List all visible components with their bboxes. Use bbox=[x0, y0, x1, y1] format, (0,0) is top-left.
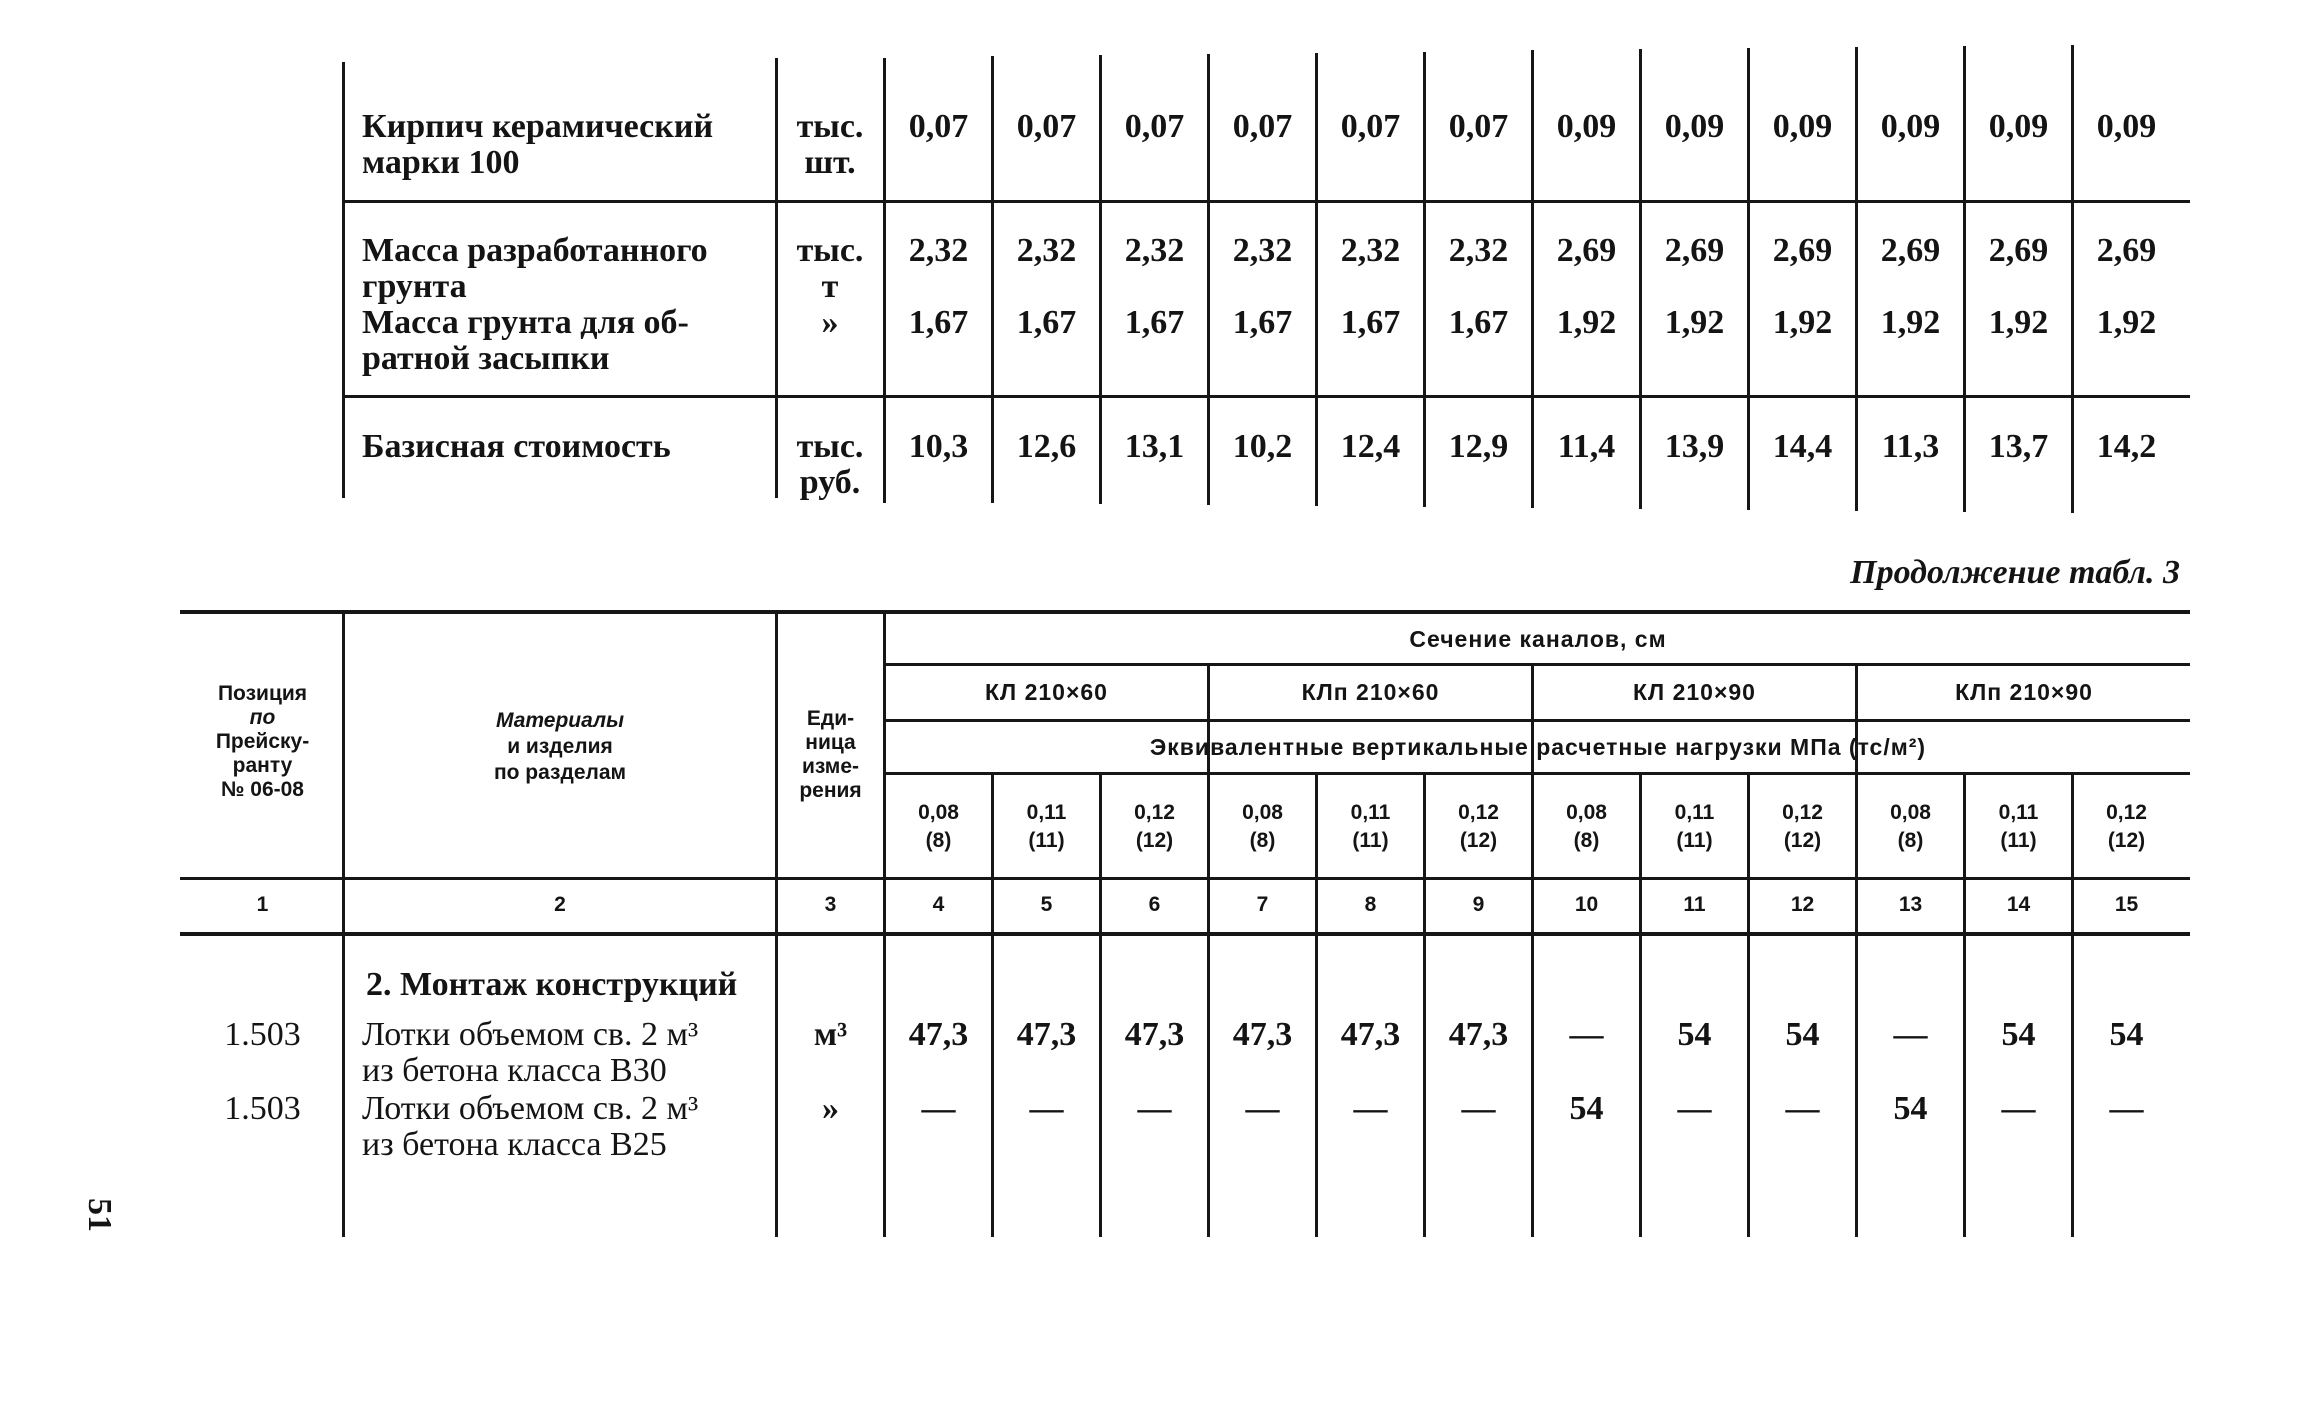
value-cell: 13,1 bbox=[1124, 428, 1185, 465]
unit-header: рения bbox=[799, 779, 862, 802]
value-cell: 1,92 bbox=[1556, 304, 1617, 341]
value-cell: 14,4 bbox=[1772, 428, 1833, 465]
value-cell: 10,2 bbox=[1232, 428, 1293, 465]
value-cell: 1,67 bbox=[1448, 304, 1509, 341]
value-cell: 2,69 bbox=[1880, 232, 1941, 269]
value-cell: 2,32 bbox=[1340, 232, 1401, 269]
value-cell: 10,3 bbox=[908, 428, 969, 465]
lower-vline bbox=[342, 612, 345, 1237]
value-cell: 12,9 bbox=[1448, 428, 1509, 465]
value-cell: — bbox=[1461, 1090, 1496, 1127]
row-label: Масса грунта для об- bbox=[362, 304, 689, 341]
load-value: 0,12 bbox=[2106, 801, 2147, 824]
value-cell: 1,67 bbox=[1016, 304, 1077, 341]
load-value: 0,08 bbox=[1242, 801, 1283, 824]
section-group: КЛ 210×60 bbox=[985, 679, 1108, 705]
value-cell: 1,92 bbox=[1664, 304, 1725, 341]
load-value-tcm: (8) bbox=[925, 829, 952, 852]
continuation-caption: Продолжение табл. 3 bbox=[1850, 554, 2180, 591]
unit-header: Еди- bbox=[806, 707, 855, 730]
value-cell: 54 bbox=[1785, 1016, 1820, 1053]
value-cell: — bbox=[1677, 1090, 1712, 1127]
value-cell: 1,92 bbox=[1988, 304, 2049, 341]
value-cell: 11,4 bbox=[1557, 428, 1616, 465]
column-number: 8 bbox=[1364, 893, 1377, 916]
load-value: 0,11 bbox=[1998, 801, 2039, 824]
load-value: 0,08 bbox=[1890, 801, 1931, 824]
value-cell: 2,32 bbox=[908, 232, 969, 269]
unit-label: тыс. bbox=[796, 428, 864, 465]
load-value: 0,12 bbox=[1134, 801, 1175, 824]
value-cell: 1,67 bbox=[1340, 304, 1401, 341]
value-cell: — bbox=[1137, 1090, 1172, 1127]
column-number: 5 bbox=[1040, 893, 1053, 916]
page-number: 51 bbox=[81, 1198, 118, 1232]
load-value-tcm: (12) bbox=[1459, 829, 1498, 852]
value-cell: 1,92 bbox=[1772, 304, 1833, 341]
position-code: 1.503 bbox=[224, 1016, 301, 1053]
value-cell: — bbox=[1353, 1090, 1388, 1127]
position-header: Позиция bbox=[217, 682, 308, 705]
load-value-tcm: (11) bbox=[1028, 829, 1065, 852]
row-label: из бетона класса В30 bbox=[362, 1052, 667, 1089]
section-title: Сечение каналов, см bbox=[1409, 626, 1667, 652]
value-cell: — bbox=[1029, 1090, 1064, 1127]
value-cell: — bbox=[1785, 1090, 1820, 1127]
value-cell: 54 bbox=[2001, 1016, 2036, 1053]
column-number: 10 bbox=[1574, 893, 1599, 916]
column-number: 1 bbox=[256, 893, 269, 916]
value-cell: 1,92 bbox=[1880, 304, 1941, 341]
value-cell: 0,07 bbox=[908, 108, 969, 145]
unit-label: » bbox=[822, 1090, 839, 1127]
header-bottom-rule bbox=[180, 877, 2190, 880]
value-cell: 0,07 bbox=[1232, 108, 1293, 145]
row-label: грунта bbox=[362, 268, 467, 305]
value-cell: 2,69 bbox=[2096, 232, 2157, 269]
column-number: 13 bbox=[1898, 893, 1923, 916]
load-title-rule bbox=[885, 772, 2190, 775]
row-label: ратной засыпки bbox=[362, 340, 610, 377]
upper-vline bbox=[775, 58, 778, 498]
position-header: ранту bbox=[232, 754, 293, 777]
load-value: 0,11 bbox=[1674, 801, 1715, 824]
column-number: 3 bbox=[824, 893, 837, 916]
value-cell: 2,69 bbox=[1772, 232, 1833, 269]
value-cell: 12,4 bbox=[1340, 428, 1401, 465]
value-cell: 0,07 bbox=[1124, 108, 1185, 145]
materials-header: Материалы bbox=[495, 709, 625, 732]
load-value: 0,11 bbox=[1026, 801, 1067, 824]
value-cell: 54 bbox=[1677, 1016, 1712, 1053]
unit-label: руб. bbox=[799, 464, 861, 501]
load-title: Эквивалентные вертикальные расчетные нагрузки МПа (тс/м²) bbox=[1149, 734, 1927, 760]
column-number: 4 bbox=[932, 893, 945, 916]
unit-label: » bbox=[821, 304, 839, 341]
row-label: Лотки объемом св. 2 м³ bbox=[362, 1090, 699, 1127]
column-number: 15 bbox=[2114, 893, 2139, 916]
value-cell: 2,32 bbox=[1448, 232, 1509, 269]
value-cell: 2,32 bbox=[1124, 232, 1185, 269]
section-group: КЛп 210×90 bbox=[1955, 679, 2093, 705]
load-value: 0,11 bbox=[1350, 801, 1391, 824]
value-cell: 2,32 bbox=[1232, 232, 1293, 269]
value-cell: 0,09 bbox=[1988, 108, 2049, 145]
section-group-rule bbox=[885, 719, 2190, 722]
section-title-rule bbox=[885, 663, 2190, 666]
value-cell: 0,09 bbox=[1556, 108, 1617, 145]
value-cell: 12,6 bbox=[1016, 428, 1077, 465]
value-cell: — bbox=[921, 1090, 956, 1127]
lower-vline bbox=[775, 612, 778, 1237]
value-cell: — bbox=[2001, 1090, 2036, 1127]
lower-vline bbox=[883, 612, 886, 1237]
section-group: КЛ 210×90 bbox=[1633, 679, 1756, 705]
row-label: из бетона класса В25 bbox=[362, 1126, 667, 1163]
value-cell: 47,3 bbox=[1340, 1016, 1401, 1053]
column-number: 7 bbox=[1256, 893, 1269, 916]
column-number: 2 bbox=[554, 893, 566, 916]
row-label: Масса разработанного bbox=[362, 232, 708, 269]
value-cell: 0,07 bbox=[1448, 108, 1509, 145]
value-cell: 0,09 bbox=[1772, 108, 1833, 145]
value-cell: 47,3 bbox=[1448, 1016, 1509, 1053]
value-cell: 11,3 bbox=[1881, 428, 1940, 465]
column-number: 9 bbox=[1472, 893, 1485, 916]
column-number: 12 bbox=[1790, 893, 1815, 916]
section-heading: 2. Монтаж конструкций bbox=[366, 966, 738, 1003]
value-cell: 0,09 bbox=[1664, 108, 1725, 145]
load-value-tcm: (8) bbox=[1249, 829, 1276, 852]
value-cell: — bbox=[2109, 1090, 2144, 1127]
value-cell: 1,67 bbox=[908, 304, 969, 341]
load-value-tcm: (12) bbox=[1135, 829, 1174, 852]
value-cell: — bbox=[1569, 1016, 1604, 1053]
value-cell: 13,9 bbox=[1664, 428, 1725, 465]
value-cell: 0,07 bbox=[1340, 108, 1401, 145]
load-value: 0,12 bbox=[1782, 801, 1823, 824]
value-cell: 47,3 bbox=[1016, 1016, 1077, 1053]
column-number: 6 bbox=[1148, 893, 1161, 916]
materials-header: по разделам bbox=[493, 761, 627, 784]
position-header: Прейску- bbox=[215, 730, 310, 753]
unit-label: шт. bbox=[804, 144, 856, 181]
row-label: Базисная стоимость bbox=[362, 428, 671, 465]
unit-label: т bbox=[821, 268, 839, 305]
upper-rule-2 bbox=[345, 395, 2190, 398]
value-cell: — bbox=[1245, 1090, 1280, 1127]
value-cell: 54 bbox=[1569, 1090, 1604, 1127]
value-cell: 14,2 bbox=[2096, 428, 2157, 465]
load-value-tcm: (12) bbox=[1783, 829, 1822, 852]
load-value-tcm: (11) bbox=[2000, 829, 2037, 852]
load-value-tcm: (11) bbox=[1676, 829, 1713, 852]
column-number-rule bbox=[180, 932, 2190, 936]
value-cell: 2,69 bbox=[1988, 232, 2049, 269]
value-cell: 0,09 bbox=[2096, 108, 2157, 145]
value-cell: — bbox=[1893, 1016, 1928, 1053]
position-header: № 06-08 bbox=[221, 778, 304, 801]
unit-label: тыс. bbox=[796, 108, 864, 145]
value-cell: 2,69 bbox=[1664, 232, 1725, 269]
unit-header: ница bbox=[805, 731, 856, 754]
section-group: КЛп 210×60 bbox=[1301, 679, 1440, 705]
unit-label: м³ bbox=[813, 1016, 848, 1053]
lower-top-rule bbox=[180, 610, 2190, 614]
unit-label: тыс. bbox=[796, 232, 864, 269]
upper-rule-1 bbox=[345, 200, 2190, 203]
value-cell: 0,07 bbox=[1016, 108, 1077, 145]
unit-header: изме- bbox=[801, 755, 860, 778]
value-cell: 47,3 bbox=[1124, 1016, 1185, 1053]
value-cell: 13,7 bbox=[1988, 428, 2049, 465]
column-number: 11 bbox=[1683, 893, 1706, 916]
row-label: Лотки объемом св. 2 м³ bbox=[362, 1016, 699, 1053]
load-value: 0,08 bbox=[1566, 801, 1607, 824]
load-value: 0,12 bbox=[1458, 801, 1499, 824]
upper-vline bbox=[342, 62, 345, 498]
load-value-tcm: (8) bbox=[1573, 829, 1600, 852]
value-cell: 54 bbox=[2109, 1016, 2144, 1053]
column-number: 14 bbox=[2006, 893, 2031, 916]
value-cell: 47,3 bbox=[1232, 1016, 1293, 1053]
value-cell: 2,69 bbox=[1556, 232, 1617, 269]
value-cell: 2,32 bbox=[1016, 232, 1077, 269]
load-value-tcm: (12) bbox=[2107, 829, 2146, 852]
load-value-tcm: (11) bbox=[1352, 829, 1389, 852]
value-cell: 1,92 bbox=[2096, 304, 2157, 341]
value-cell: 47,3 bbox=[908, 1016, 969, 1053]
position-code: 1.503 bbox=[224, 1090, 301, 1127]
value-cell: 1,67 bbox=[1124, 304, 1185, 341]
value-cell: 1,67 bbox=[1232, 304, 1293, 341]
materials-header: и изделия bbox=[507, 735, 613, 758]
row-label: марки 100 bbox=[362, 144, 520, 181]
value-cell: 0,09 bbox=[1880, 108, 1941, 145]
load-value: 0,08 bbox=[918, 801, 959, 824]
load-value-tcm: (8) bbox=[1897, 829, 1924, 852]
value-cell: 54 bbox=[1893, 1090, 1928, 1127]
row-label: Кирпич керамический bbox=[362, 108, 714, 145]
position-header: по bbox=[249, 706, 276, 729]
